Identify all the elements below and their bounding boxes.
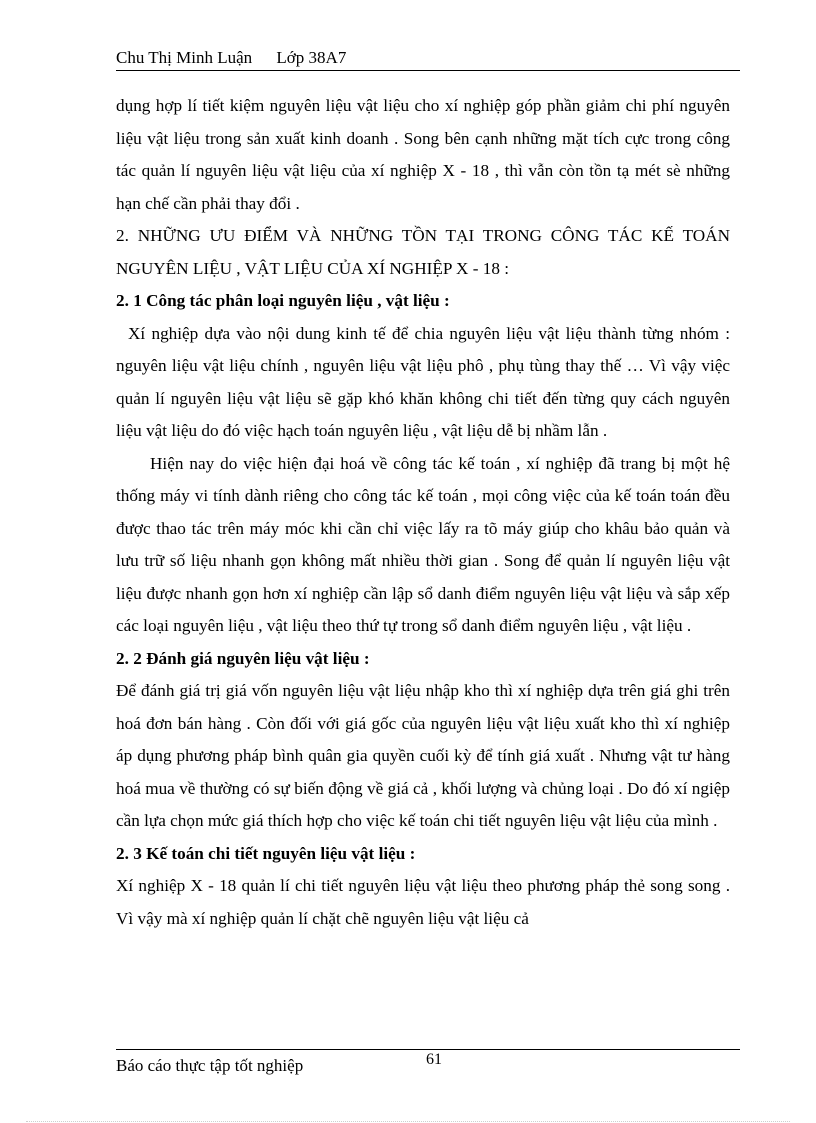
page-header (116, 47, 740, 69)
body-paragraph: Hiện nay do việc hiện đại hoá về công tác kế toán , xí nghiệp đã trang bị một hệ thống máy vi tính dành riêng cho công tác kế toán , mọi công việc của kế toán toán đều được thao tác trên máy móc khi cần chỉ việc lấy ra tõ máy giúp cho khâu bảo quản và lưu trữ số liệu nhanh gọn không mất nhiều thời gian . Song để quản lí nguyên liệu vật liệu được nhanh gọn hơn xí nghiệp cần lập sổ danh điểm nguyên liệu vật liệu và sắp xếp các loại nguyên liệu , vật liệu theo thứ tự trong sổ danh điểm nguyên liệu , vật liệu . (116, 453, 730, 635)
section-heading: 2. 2 Đánh giá nguyên liệu vật liệu : (116, 648, 370, 668)
header-class: Lớp 38A7 (276, 48, 347, 67)
body-paragraph: Để đánh giá trị giá vốn nguyên liệu vật liệu nhập kho thì xí nghiệp dựa trên giá ghi trên hoá đơn bán hàng . Còn đối với giá gốc của nguyên liệu vật liệu xuất kho thì xí nghiệp áp dụng phương pháp bình quân gia quyền cuối kỳ để tính giá xuất . Nhưng vật tư hàng hoá mua về thường có sự biến động về giá cả , khối lượng và chủng loại . Do đó xí ngiệp cần lựa chọn mức giá thích hợp cho việc kế toán chi tiết nguyên liệu vật liệu của mình . (116, 681, 730, 830)
header-divider (116, 70, 740, 71)
page-edge-divider (26, 1121, 790, 1122)
body-paragraph: dụng hợp lí tiết kiệm nguyên liệu vật liệu cho xí nghiệp góp phần giảm chi phí nguyên liệu vật liệu trong sản xuất kinh doanh . Song bên cạnh những mặt tích cực trong công tác quản lí nguyên liệu vật liệu của xí nghiệp X - 18 , thì vẫn còn tồn tạ mét sè những hạn chế cần phải thay đổi . (116, 96, 730, 213)
footer-title: Báo cáo thực tập tốt nghiệp (116, 1056, 304, 1075)
section-heading: 2. 1 Công tác phân loại nguyên liệu , vật liệu : (116, 291, 450, 310)
section-heading: 2. 3 Kế toán chi tiết nguyên liệu vật liệu : (116, 843, 416, 863)
header-author: Chu Thị Minh Luận (116, 48, 253, 67)
body-paragraph: Xí nghiệp dựa vào nội dung kinh tế để chia nguyên liệu vật liệu thành từng nhóm : nguyên liệu vật liệu chính , nguyên liệu vật liệu phô , phụ tùng thay thế … Vì vậy việc quản lí nguyên liệu vật liệu sẽ gặp khó khăn không chi tiết đến từng quy cách nguyên liệu vật liệu do đó việc hạch toán nguyên liệu , vật liệu dễ bị nhầm lẫn . (116, 323, 730, 440)
document-body (116, 90, 730, 935)
page-number: 61 (426, 1051, 442, 1068)
body-paragraph: Xí nghiệp X - 18 quản lí chi tiết nguyên liệu vật liệu theo phương pháp thẻ song song . Vì vậy mà xí nghiệp quản lí chặt chẽ nguyên liệu vật liệu cả (116, 876, 730, 928)
body-paragraph: 2. NHỮNG ƯU ĐIỂM VÀ NHỮNG TỒN TẠI TRONG CÔNG TÁC KẾ TOÁN NGUYÊN LIỆU , VẬT LIỆU CỦA XÍ NGHIỆP X - 18 : (116, 226, 730, 278)
